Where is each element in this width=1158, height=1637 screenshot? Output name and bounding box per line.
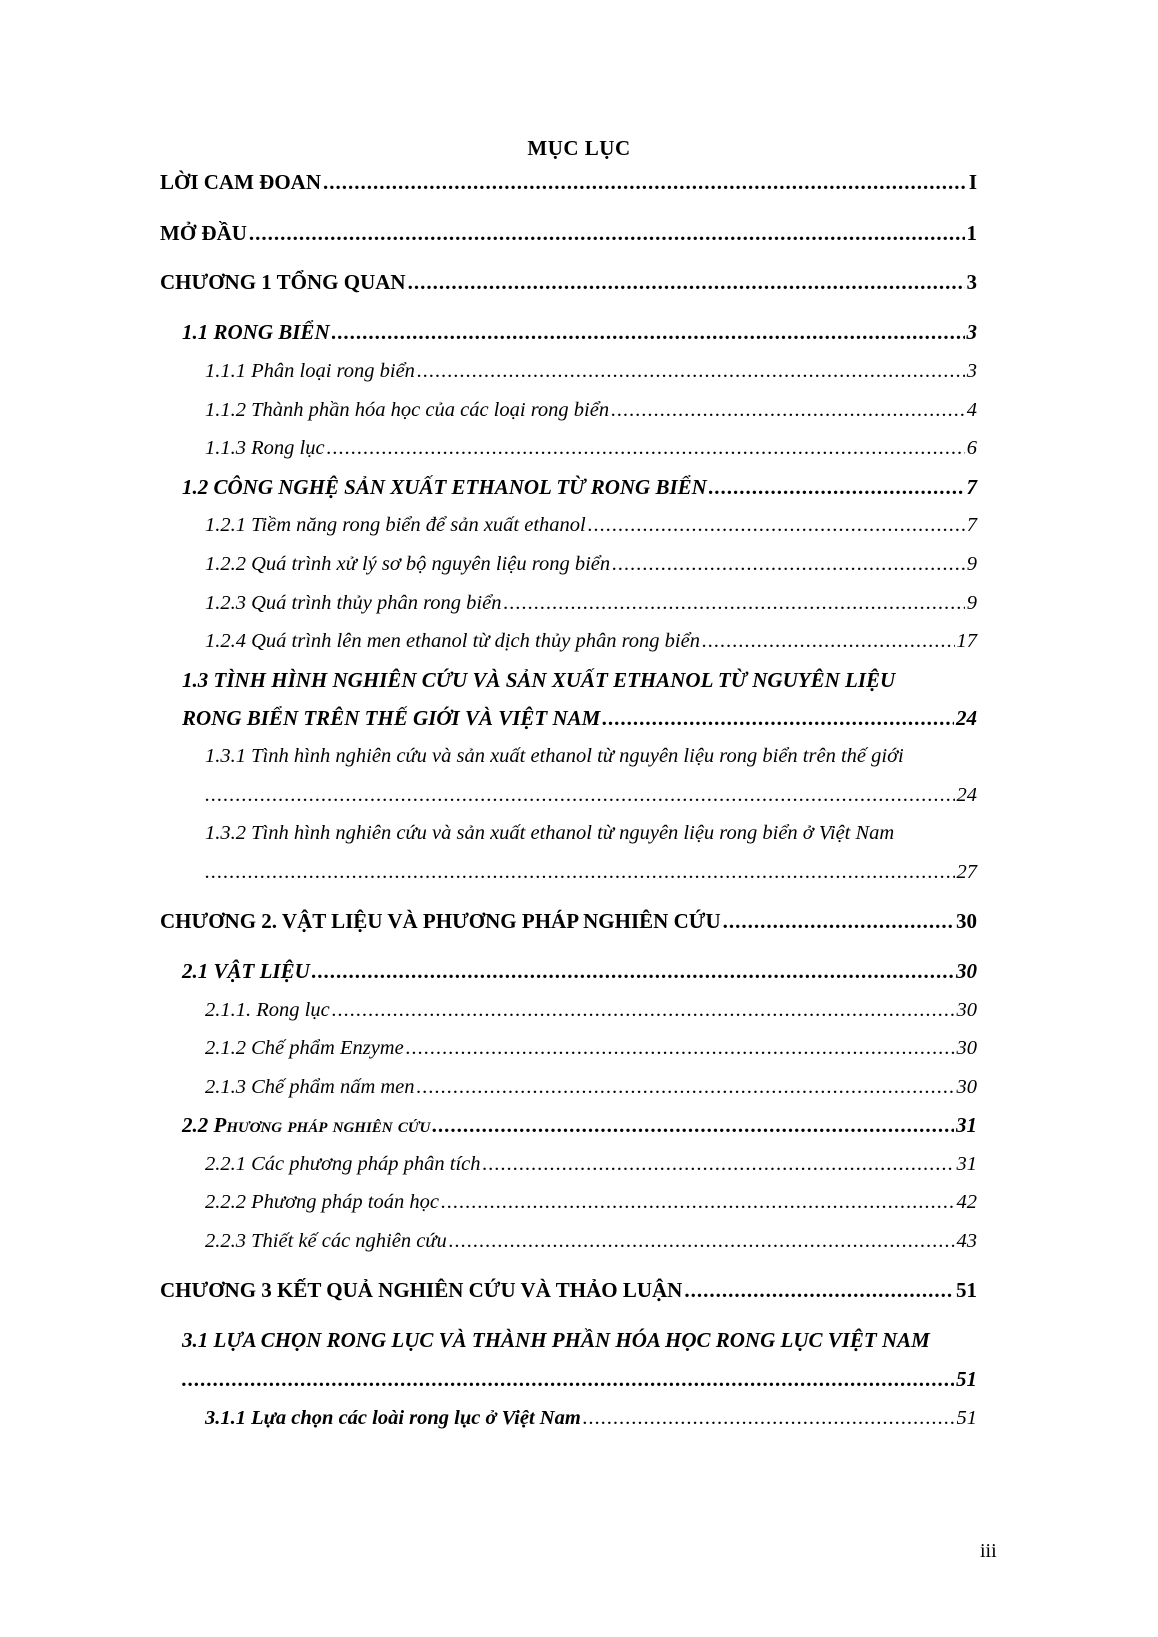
dot-leader [709,473,965,501]
toc-entry[interactable] [182,1111,977,1139]
toc-entry-label: 2.1.3 Chế phẩm nấm men [205,1076,415,1098]
toc-entry-label: CHƯƠNG 1 TỔNG QUAN [160,270,406,294]
toc-entry-page: 51 [956,1407,977,1429]
toc-entry-page: 51 [956,1278,977,1302]
toc-entry[interactable] [205,1227,977,1255]
dot-leader [327,434,965,462]
dot-leader [182,1365,954,1393]
toc-entry-continuation[interactable] [205,781,977,809]
page-number: iii [980,1540,997,1562]
toc-entry[interactable] [205,357,977,385]
toc-entry-page: 3 [966,360,977,382]
dot-leader [417,1073,955,1101]
toc-entry-label: 1.1.2 Thành phần hóa học của các loại rong biển [205,399,610,421]
toc-entry[interactable] [205,1034,977,1062]
toc-entry-label[interactable]: 1.3.1 Tình hình nghiên cứu và sản xuất ethanol từ nguyên liệu rong biển trên thế giới [205,745,904,767]
toc-entry[interactable] [182,473,977,501]
toc-entry-page: 6 [966,437,977,459]
dot-leader [406,1034,955,1062]
toc-entry-page: 30 [956,999,977,1021]
toc-entry-page: 3 [966,270,977,294]
toc-entry-page: 30 [956,959,977,983]
toc-entry-label: 3.1.1 Lựa chọn các loài rong lục ở Việt Nam [205,1407,581,1429]
toc-entry-page: 30 [956,1037,977,1059]
toc-entry-page: 43 [956,1230,977,1252]
toc-entry-label: 1.2.2 Quá trình xử lý sơ bộ nguyên liệu rong biển [205,553,611,575]
toc-entry-page: 3 [966,320,977,344]
toc-entry-label: 1.1 RONG BIỂN [182,320,330,344]
dot-leader [417,357,965,385]
toc-title: MỤC LỤC [527,136,631,160]
toc-entry-label[interactable]: 3.1 LỰA CHỌN RONG LỤC VÀ THÀNH PHẦN HÓA HỌC RONG LỤC VIỆT NAM [182,1328,930,1352]
toc-entry-page: 30 [956,1076,977,1098]
dot-leader [205,858,955,886]
toc-entry-label: 1.2.4 Quá trình lên men ethanol từ dịch thủy phân rong biển [205,630,700,652]
dot-leader [612,550,965,578]
toc-entry[interactable] [205,1188,977,1216]
toc-entry[interactable] [160,1276,977,1304]
toc-entry[interactable] [182,318,977,346]
toc-entry[interactable] [160,219,977,247]
toc-entry[interactable] [205,627,977,655]
dot-leader [684,1276,954,1304]
toc-entry-label: 2.1 VẬT LIỆU [182,959,310,983]
toc-entry-label: CHƯƠNG 3 KẾT QUẢ NGHIÊN CỨU VÀ THẢO LUẬN [160,1278,683,1302]
dot-leader [441,1188,955,1216]
dot-leader [249,219,965,247]
dot-leader [332,996,955,1024]
toc-entry-page: 42 [956,1191,977,1213]
toc-entry-page: 7 [966,475,977,499]
toc-entry-label-line2: RONG BIỂN TRÊN THẾ GIỚI VÀ VIỆT NAM [182,706,601,730]
toc-entry-page: 24 [956,706,977,730]
toc-entry-page: 4 [966,399,977,421]
toc-entry-label: 1.2.1 Tiềm năng rong biển để sản xuất ethanol [205,514,586,536]
toc-entry[interactable] [205,511,977,539]
toc-entry-label: 1.1.1 Phân loại rong biển [205,360,415,382]
toc-entry-page: 24 [956,784,977,806]
dot-leader [583,1404,955,1432]
toc-entry[interactable] [205,1073,977,1101]
toc-entry-continuation[interactable] [182,1365,977,1393]
toc-entry[interactable] [160,268,977,296]
toc-entry[interactable] [160,907,977,935]
toc-entry-page: I [968,170,977,194]
dot-leader [503,589,964,617]
toc-entry[interactable] [182,957,977,985]
dot-leader [483,1150,955,1178]
toc-entry-page: 51 [956,1367,977,1391]
toc-entry-page: 9 [966,592,977,614]
toc-entry-label-line1[interactable]: 1.3 TÌNH HÌNH NGHIÊN CỨU VÀ SẢN XUẤT ETHANOL TỪ NGUYÊN LIỆU [182,668,896,692]
toc-entry-label[interactable]: 1.3.2 Tình hình nghiên cứu và sản xuất ethanol từ nguyên liệu rong biển ở Việt Nam [205,822,895,844]
dot-leader [611,396,965,424]
toc-entry[interactable] [182,704,977,732]
toc-entry-page: 9 [966,553,977,575]
toc-entry-label: 2.1.1. Rong lục [205,999,330,1021]
toc-entry-continuation[interactable] [205,858,977,886]
toc-entry-label: LỜI CAM ĐOAN [160,170,321,194]
toc-entry[interactable] [205,434,977,462]
toc-entry-page: 31 [956,1113,977,1137]
toc-entry[interactable] [205,1404,977,1432]
dot-leader [432,1111,954,1139]
toc-entry-label: 2.2 Phương pháp nghiên cứu [182,1113,431,1137]
dot-leader [449,1227,955,1255]
toc-entry-page: 27 [956,861,977,883]
toc-entry-label: 2.2.1 Các phương pháp phân tích [205,1153,481,1175]
toc-entry[interactable] [205,996,977,1024]
toc-entry[interactable] [205,396,977,424]
dot-leader [323,168,967,196]
toc-entry-label: 1.1.3 Rong lục [205,437,325,459]
dot-leader [723,907,954,935]
dot-leader [408,268,965,296]
toc-entry[interactable] [205,1150,977,1178]
toc-entry[interactable] [205,550,977,578]
toc-entry[interactable] [160,168,977,196]
dot-leader [205,781,955,809]
toc-entry-label: 2.1.2 Chế phẩm Enzyme [205,1037,404,1059]
toc-entry-label: MỞ ĐẦU [160,221,247,245]
dot-leader [312,957,954,985]
toc-entry-page: 17 [956,630,977,652]
toc-entry-page: 1 [966,221,977,245]
dot-leader [332,318,965,346]
toc-entry-label: CHƯƠNG 2. VẬT LIỆU VÀ PHƯƠNG PHÁP NGHIÊN CỨU [160,909,721,933]
toc-entry-label: 1.2.3 Quá trình thủy phân rong biển [205,592,502,614]
dot-leader [602,704,954,732]
toc-entry-page: 30 [956,909,977,933]
toc-entry[interactable] [205,589,977,617]
dot-leader [588,511,965,539]
toc-entry-label: 2.2.3 Thiết kế các nghiên cứu [205,1230,447,1252]
toc-entry-label: 2.2.2 Phương pháp toán học [205,1191,439,1213]
toc-entry-page: 31 [956,1153,977,1175]
toc-entry-page: 7 [966,514,977,536]
dot-leader [702,627,955,655]
toc-entry-label: 1.2 CÔNG NGHỆ SẢN XUẤT ETHANOL TỪ RONG BIỂN [182,475,707,499]
